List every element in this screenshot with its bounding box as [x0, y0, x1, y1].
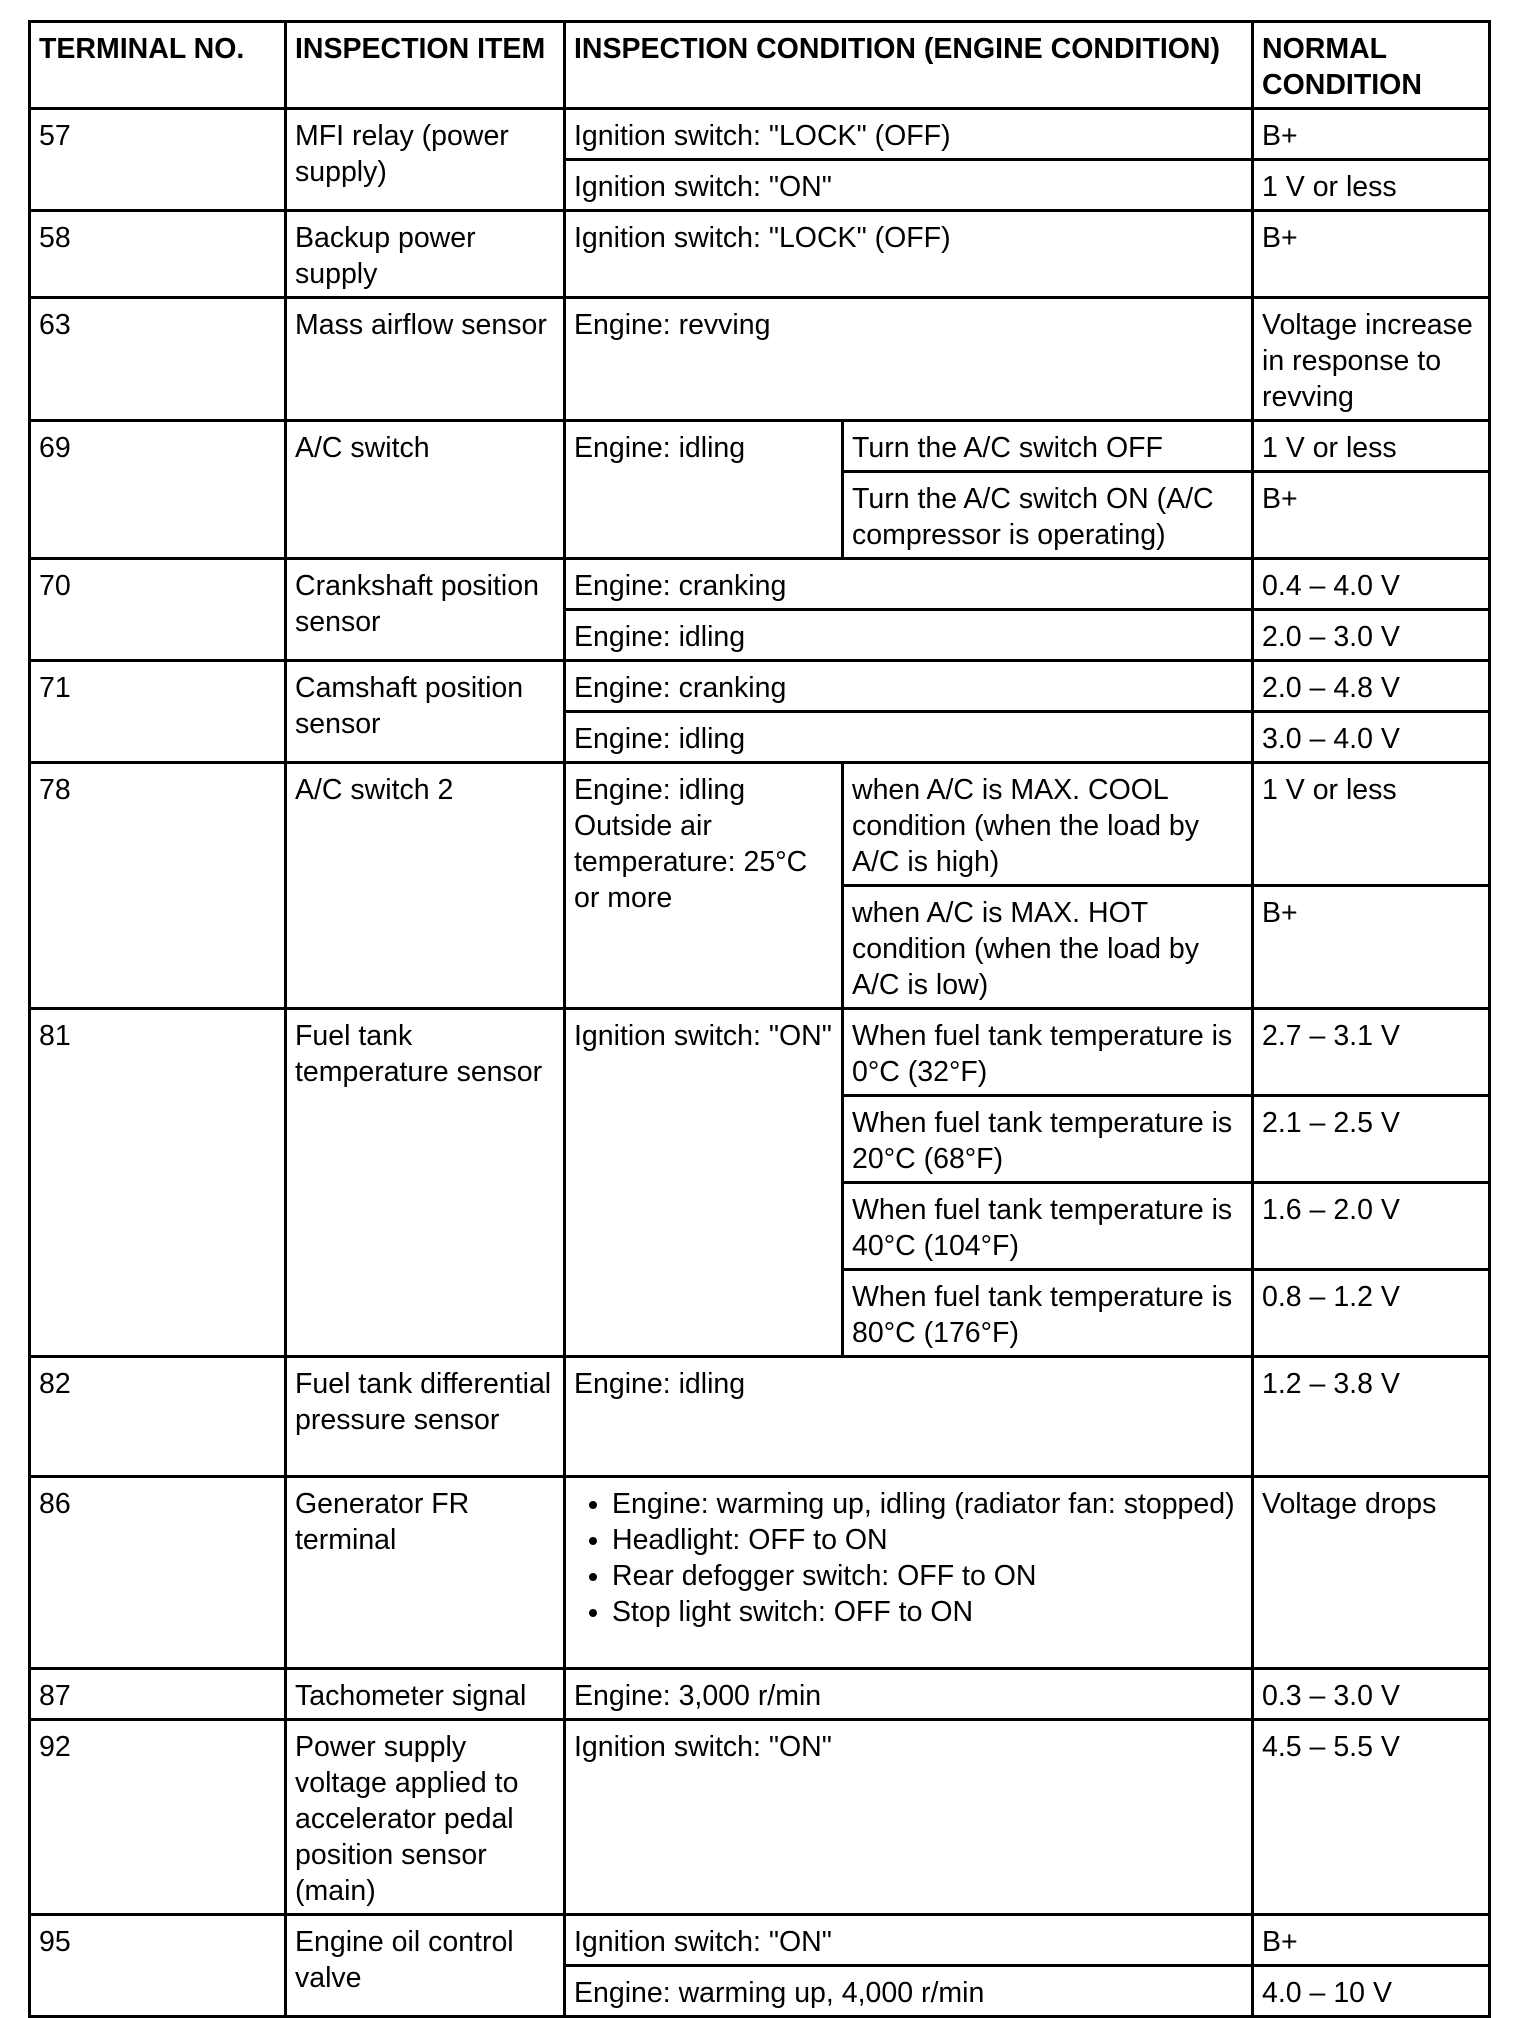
- normal-cell: B+: [1253, 109, 1490, 160]
- item-cell: A/C switch 2: [286, 763, 565, 1009]
- terminal-inspection-table: [28, 20, 1491, 2018]
- subcondition-cell: Turn the A/C switch ON (A/C compressor is operating): [843, 472, 1253, 559]
- header-row: [30, 22, 1490, 109]
- normal-cell: 3.0 – 4.0 V: [1253, 712, 1490, 763]
- header-item: INSPECTION ITEM: [286, 22, 565, 109]
- table-row: [30, 559, 1490, 610]
- item-cell: Engine oil control valve: [286, 1915, 565, 2017]
- item-cell: Power supply voltage applied to accelerator pedal position sensor (main): [286, 1720, 565, 1915]
- normal-cell: 0.8 – 1.2 V: [1253, 1270, 1490, 1357]
- list-item: • Rear defogger switch: OFF to ON: [612, 1558, 1243, 1594]
- condition-cell: Ignition switch: "ON": [565, 1915, 1253, 1966]
- subcondition-cell: When fuel tank temperature is 40°C (104°F): [843, 1183, 1253, 1270]
- terminal-cell: 81: [30, 1009, 286, 1357]
- table-row: [30, 109, 1490, 160]
- terminal-cell: 78: [30, 763, 286, 1009]
- normal-cell: 2.0 – 4.8 V: [1253, 661, 1490, 712]
- normal-cell: B+: [1253, 211, 1490, 298]
- table-row: [30, 661, 1490, 712]
- item-cell: A/C switch: [286, 421, 565, 559]
- condition-cell: Engine: cranking: [565, 661, 1253, 712]
- table-row: [30, 1357, 1490, 1477]
- table-row: [30, 1669, 1490, 1720]
- table-row: [30, 298, 1490, 421]
- table-row: [30, 1009, 1490, 1096]
- list-item: • Engine: warming up, idling (radiator fan: stopped): [612, 1486, 1243, 1522]
- condition-cell: Engine: idling: [565, 1357, 1253, 1477]
- condition-cell: Ignition switch: "ON": [565, 160, 1253, 211]
- terminal-cell: 70: [30, 559, 286, 661]
- normal-cell: B+: [1253, 472, 1490, 559]
- condition-cell: Ignition switch: "LOCK" (OFF): [565, 211, 1253, 298]
- table-row: [30, 1915, 1490, 1966]
- normal-cell: 4.5 – 5.5 V: [1253, 1720, 1490, 1915]
- normal-cell: 0.3 – 3.0 V: [1253, 1669, 1490, 1720]
- condition-cell: Engine: idling: [565, 610, 1253, 661]
- header-condition: INSPECTION CONDITION (ENGINE CONDITION): [565, 22, 1253, 109]
- normal-cell: 1 V or less: [1253, 763, 1490, 886]
- normal-cell: 0.4 – 4.0 V: [1253, 559, 1490, 610]
- normal-cell: 1.6 – 2.0 V: [1253, 1183, 1490, 1270]
- item-cell: Mass airflow sensor: [286, 298, 565, 421]
- item-cell: MFI relay (power supply): [286, 109, 565, 211]
- normal-cell: 1 V or less: [1253, 421, 1490, 472]
- condition-cell: Engine: 3,000 r/min: [565, 1669, 1253, 1720]
- item-cell: Backup power supply: [286, 211, 565, 298]
- table-row: [30, 421, 1490, 472]
- normal-cell: B+: [1253, 886, 1490, 1009]
- list-item: • Stop light switch: OFF to ON: [612, 1594, 1243, 1630]
- condition-cell: Engine: warming up, 4,000 r/min: [565, 1966, 1253, 2017]
- subcondition-cell: When fuel tank temperature is 80°C (176°F): [843, 1270, 1253, 1357]
- condition-cell: Engine: cranking: [565, 559, 1253, 610]
- condition-cell: Engine: revving: [565, 298, 1253, 421]
- condition-cell: Ignition switch: "ON": [565, 1720, 1253, 1915]
- normal-cell: Voltage drops: [1253, 1477, 1490, 1669]
- normal-cell: B+: [1253, 1915, 1490, 1966]
- item-cell: Fuel tank temperature sensor: [286, 1009, 565, 1357]
- normal-cell: 2.0 – 3.0 V: [1253, 610, 1490, 661]
- subcondition-cell: When fuel tank temperature is 0°C (32°F): [843, 1009, 1253, 1096]
- list-item: • Headlight: OFF to ON: [612, 1522, 1243, 1558]
- terminal-cell: 71: [30, 661, 286, 763]
- condition-cell: Engine: idling Outside air temperature: 25°C or more: [565, 763, 843, 1009]
- condition-cell: Ignition switch: "LOCK" (OFF): [565, 109, 1253, 160]
- table-row: [30, 1477, 1490, 1669]
- subcondition-cell: when A/C is MAX. HOT condition (when the load by A/C is low): [843, 886, 1253, 1009]
- condition-cell: [565, 1477, 1253, 1669]
- terminal-cell: 57: [30, 109, 286, 211]
- subcondition-cell: When fuel tank temperature is 20°C (68°F): [843, 1096, 1253, 1183]
- terminal-cell: 63: [30, 298, 286, 421]
- terminal-cell: 87: [30, 1669, 286, 1720]
- normal-cell: 1 V or less: [1253, 160, 1490, 211]
- subcondition-cell: Turn the A/C switch OFF: [843, 421, 1253, 472]
- normal-cell: 4.0 – 10 V: [1253, 1966, 1490, 2017]
- item-cell: Fuel tank differential pressure sensor: [286, 1357, 565, 1477]
- inspection-sheet: [28, 20, 1488, 2018]
- item-cell: Tachometer signal: [286, 1669, 565, 1720]
- item-cell: Crankshaft position sensor: [286, 559, 565, 661]
- normal-cell: 1.2 – 3.8 V: [1253, 1357, 1490, 1477]
- condition-cell: Engine: idling: [565, 712, 1253, 763]
- header-normal: NORMAL CONDITION: [1253, 22, 1490, 109]
- terminal-cell: 86: [30, 1477, 286, 1669]
- table-row: [30, 763, 1490, 886]
- terminal-cell: 92: [30, 1720, 286, 1915]
- condition-cell: Ignition switch: "ON": [565, 1009, 843, 1357]
- terminal-cell: 82: [30, 1357, 286, 1477]
- table-row: [30, 211, 1490, 298]
- subcondition-cell: when A/C is MAX. COOL condition (when the load by A/C is high): [843, 763, 1253, 886]
- item-cell: Camshaft position sensor: [286, 661, 565, 763]
- normal-cell: Voltage increase in response to revving: [1253, 298, 1490, 421]
- terminal-cell: 95: [30, 1915, 286, 2017]
- condition-cell: Engine: idling: [565, 421, 843, 559]
- terminal-cell: 69: [30, 421, 286, 559]
- normal-cell: 2.1 – 2.5 V: [1253, 1096, 1490, 1183]
- condition-bullet-list: [574, 1486, 1243, 1630]
- item-cell: Generator FR terminal: [286, 1477, 565, 1669]
- table-row: [30, 1720, 1490, 1915]
- normal-cell: 2.7 – 3.1 V: [1253, 1009, 1490, 1096]
- terminal-cell: 58: [30, 211, 286, 298]
- header-terminal: TERMINAL NO.: [30, 22, 286, 109]
